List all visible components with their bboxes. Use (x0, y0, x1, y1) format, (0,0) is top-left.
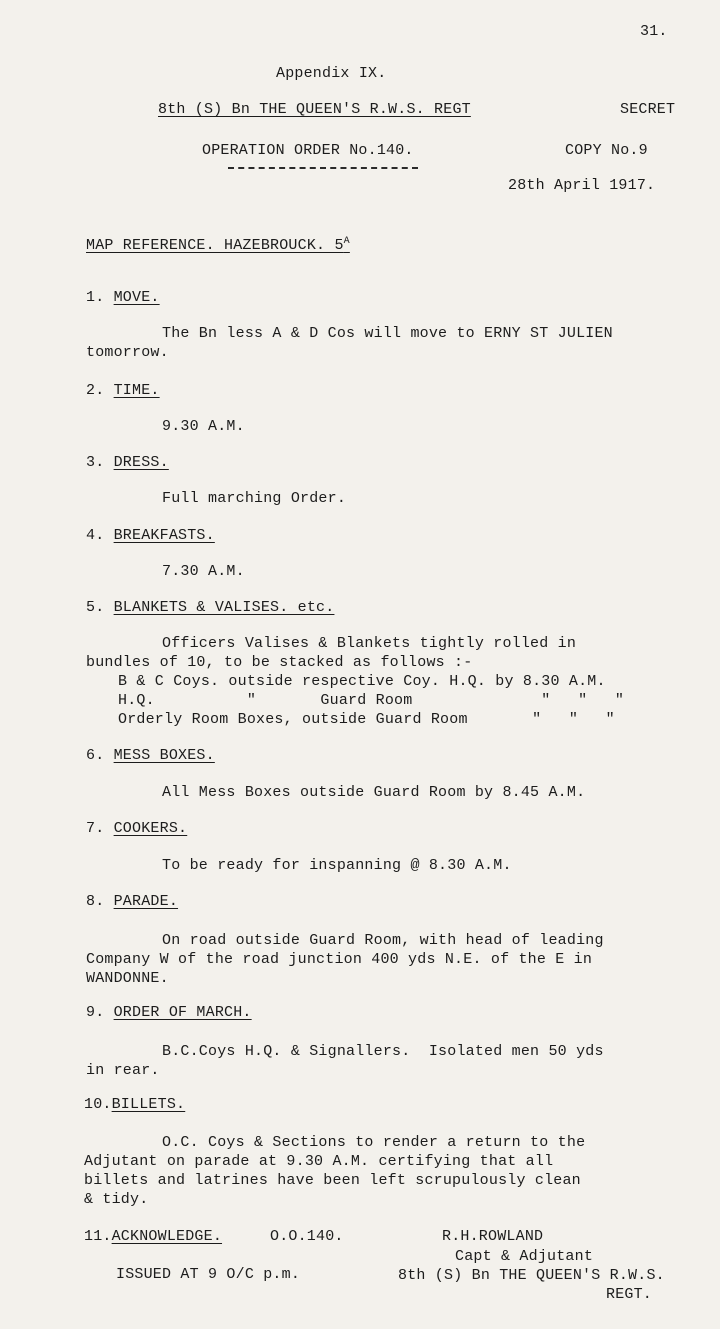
section-5-line-1: Officers Valises & Blankets tightly rolled in (162, 635, 577, 652)
section-11-heading (84, 1227, 222, 1247)
appendix-label: Appendix IX. (276, 65, 387, 82)
order-date: 28th April 1917. (508, 177, 656, 194)
section-title: BILLETS. (111, 1096, 186, 1113)
signature-unit-line-2: REGT. (606, 1286, 653, 1303)
section-1-line-2: tomorrow. (86, 344, 169, 361)
section-number: 10. (84, 1096, 112, 1113)
section-9-line-1: B.C.Coys H.Q. & Signallers. Isolated men 50 yds (162, 1043, 604, 1060)
section-title: TIME. (113, 382, 160, 399)
section-number: 3. (86, 454, 105, 471)
section-8-heading (86, 892, 178, 912)
section-title: MOVE. (113, 289, 160, 306)
map-reference (86, 232, 350, 256)
section-number: 1. (86, 289, 105, 306)
section-number: 4. (86, 527, 105, 544)
section-8-line-3: WANDONNE. (86, 970, 169, 987)
section-number: 5. (86, 599, 105, 616)
section-2-heading (86, 381, 160, 401)
section-10-line-1: O.C. Coys & Sections to render a return to the (162, 1134, 586, 1151)
order-title: OPERATION ORDER No.140. (202, 142, 414, 159)
section-number: 6. (86, 747, 105, 764)
section-title: ORDER OF MARCH. (113, 1004, 252, 1021)
section-5-line-5: Orderly Room Boxes, outside Guard Room " " " (118, 711, 615, 728)
section-9-line-2: in rear. (86, 1062, 160, 1079)
section-1-heading (86, 288, 160, 308)
map-reference-sup: A (343, 236, 350, 247)
section-8-line-2: Company W of the road junction 400 yds N.E. of the E in (86, 951, 593, 968)
signature-name: R.H.ROWLAND (442, 1228, 544, 1245)
section-10-heading (84, 1095, 185, 1115)
section-number: 8. (86, 893, 105, 910)
section-10-line-3: billets and latrines have been left scrupulously clean (84, 1172, 581, 1189)
section-4-heading (86, 526, 215, 546)
section-10-line-4: & tidy. (84, 1191, 149, 1208)
section-5-line-2: bundles of 10, to be stacked as follows :- (86, 654, 473, 671)
section-5-line-4: H.Q. " Guard Room " " " (118, 692, 625, 709)
title-dashed-rule (228, 167, 418, 169)
section-title: ACKNOWLEDGE. (111, 1228, 223, 1245)
section-2-line-1: 9.30 A.M. (162, 418, 245, 435)
section-title: BREAKFASTS. (113, 527, 215, 544)
section-title: PARADE. (113, 893, 179, 910)
section-title: COOKERS. (113, 820, 188, 837)
section-4-line-1: 7.30 A.M. (162, 563, 245, 580)
unit-title: 8th (S) Bn THE QUEEN'S R.W.S. REGT (158, 101, 471, 118)
section-title: MESS BOXES. (113, 747, 215, 764)
section-5-line-3: B & C Coys. outside respective Coy. H.Q. by 8.30 A.M. (118, 673, 606, 690)
section-title: DRESS. (113, 454, 169, 471)
section-number: 11. (84, 1228, 112, 1245)
issued-time: ISSUED AT 9 O/C p.m. (116, 1266, 301, 1283)
map-reference-text: MAP REFERENCE. HAZEBROUCK. 5 (86, 237, 344, 254)
section-8-line-1: On road outside Guard Room, with head of leading (162, 932, 604, 949)
signature-unit-line-1: 8th (S) Bn THE QUEEN'S R.W.S. (398, 1267, 665, 1284)
classification: SECRET (620, 101, 676, 118)
section-5-heading (86, 598, 334, 618)
section-7-heading (86, 819, 187, 839)
section-6-line-1: All Mess Boxes outside Guard Room by 8.45 A.M. (162, 784, 586, 801)
section-title: BLANKETS & VALISES. etc. (113, 599, 335, 616)
section-number: 7. (86, 820, 105, 837)
section-number: 2. (86, 382, 105, 399)
acknowledge-reference: O.O.140. (270, 1228, 344, 1245)
section-10-line-2: Adjutant on parade at 9.30 A.M. certifying that all (84, 1153, 554, 1170)
section-3-line-1: Full marching Order. (162, 490, 347, 507)
section-7-line-1: To be ready for inspanning @ 8.30 A.M. (162, 857, 512, 874)
page-number: 31. (640, 23, 668, 40)
signature-rank: Capt & Adjutant (455, 1248, 594, 1265)
section-1-line-1: The Bn less A & D Cos will move to ERNY ST JULIEN (162, 325, 613, 342)
section-6-heading (86, 746, 215, 766)
section-9-heading (86, 1003, 252, 1023)
section-number: 9. (86, 1004, 105, 1021)
section-3-heading (86, 453, 169, 473)
copy-number: COPY No.9 (565, 142, 648, 159)
